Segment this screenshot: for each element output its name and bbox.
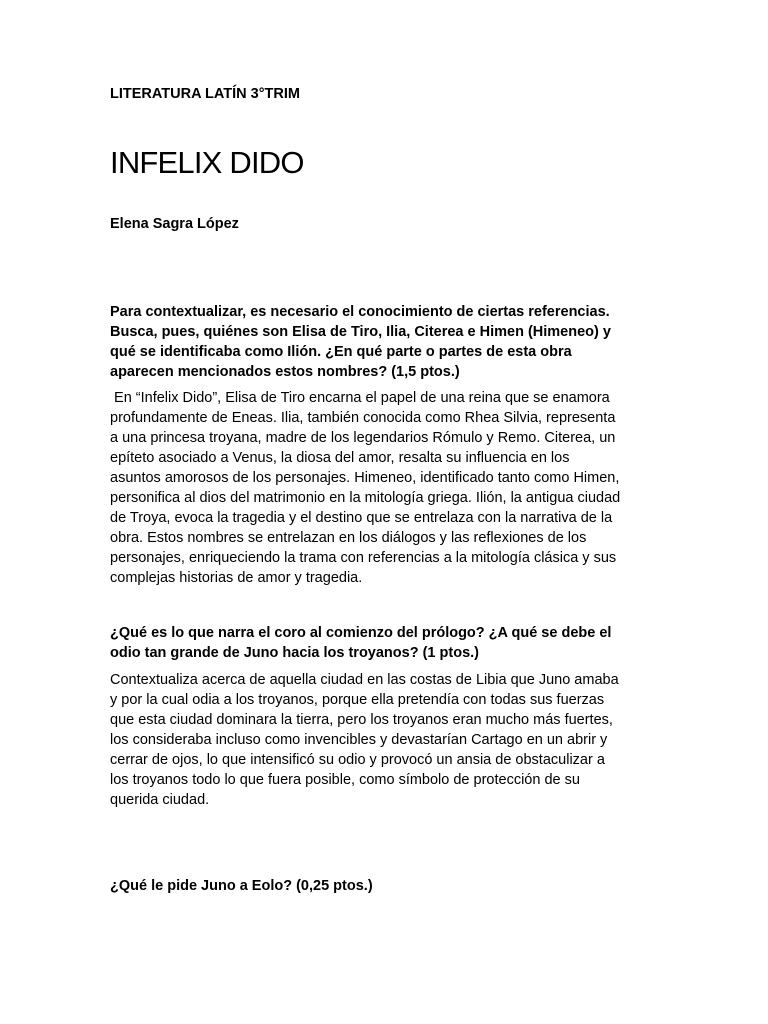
answer-1 [110,388,665,588]
question-line: qué se identificaba como Ilión. ¿En qué parte o partes de esta obra [110,344,572,360]
answer-line: a una princesa troyana, madre de los legendarios Rómulo y Remo. Citerea, un [110,430,616,446]
answer-line: personajes, enriqueciendo la trama con referencias a la mitología clásica y sus [110,550,617,566]
document-title: INFELIX DIDO [110,145,304,180]
answer-line: complejas historias de amor y tragedia. [110,570,363,586]
question-1 [110,302,665,382]
course-label: LITERATURA LATÍN 3°TRIM [110,86,300,102]
answer-line: En “Infelix Dido”, Elisa de Tiro encarna el papel de una reina que se enamora [110,390,610,406]
question-line: ¿Qué le pide Juno a Eolo? (0,25 ptos.) [110,878,373,894]
answer-line: personifica al dios del matrimonio en la mitología griega. Ilión, la antigua ciudad [110,490,621,506]
question-line: Busca, pues, quiénes son Elisa de Tiro, Ilia, Citerea e Himen (Himeneo) y [110,324,611,340]
answer-2 [110,670,665,810]
answer-line: de Troya, evoca la tragedia y el destino que se entrelaza con la narrativa de la [110,510,613,526]
answer-line: y por la cual odia a los troyanos, porque ella pretendía con todas sus fuerzas [110,692,605,708]
answer-line: cerrar de ojos, lo que intensificó su odio y provocó un ansia de obstaculizar a [110,752,605,768]
question-line: Para contextualizar, es necesario el conocimiento de ciertas referencias. [110,304,610,320]
question-line: odio tan grande de Juno hacia los troyanos? (1 ptos.) [110,645,479,661]
answer-line: profundamente de Eneas. Ilia, también conocida como Rhea Silvia, representa [110,410,616,426]
answer-line: los consideraba incluso como invencibles y devastarían Cartago en un abrir y [110,732,608,748]
question-2 [110,623,665,663]
question-line: aparecen mencionados estos nombres? (1,5 ptos.) [110,364,460,380]
author-name: Elena Sagra López [110,216,239,232]
answer-line: que esta ciudad dominara la tierra, pero los troyanos eran mucho más fuertes, [110,712,613,728]
answer-line: Contextualiza acerca de aquella ciudad en las costas de Libia que Juno amaba [110,672,619,688]
question-3 [110,876,665,896]
answer-line: epíteto asociado a Venus, la diosa del amor, resalta su influencia en los [110,450,570,466]
answer-line: asuntos amorosos de los personajes. Himeneo, identificado tanto como Himen, [110,470,620,486]
answer-line: querida ciudad. [110,792,210,808]
question-line: ¿Qué es lo que narra el coro al comienzo del prólogo? ¿A qué se debe el [110,625,612,641]
answer-line: los troyanos todo lo que fuera posible, como símbolo de protección de su [110,772,580,788]
answer-line: obra. Estos nombres se entrelazan en los diálogos y las reflexiones de los [110,530,587,546]
